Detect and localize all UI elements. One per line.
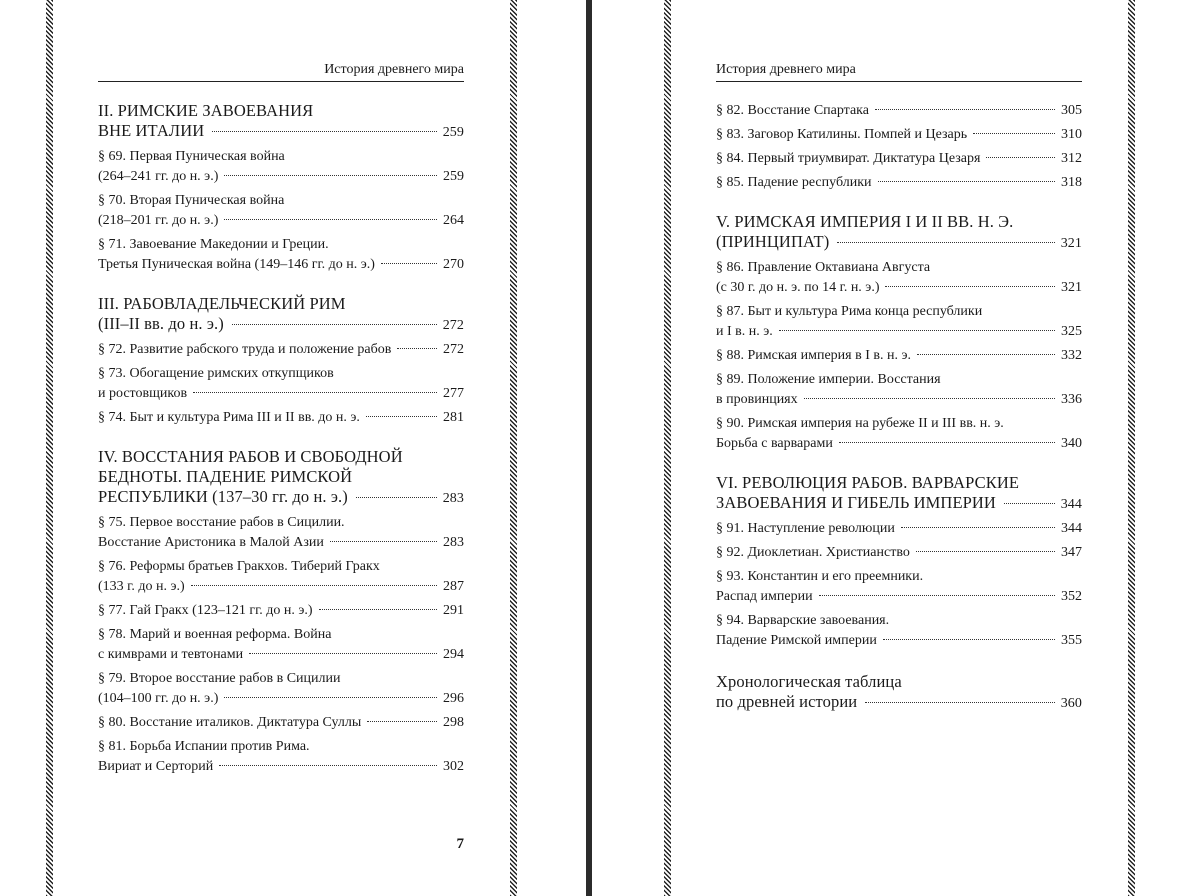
toc-line [98, 601, 464, 621]
page-edge-left [46, 0, 53, 896]
toc-section [98, 101, 464, 275]
toc-line [716, 519, 1082, 539]
toc-line [716, 543, 1082, 563]
toc-line [716, 258, 1082, 278]
toc-line [716, 212, 1082, 232]
toc-line-text: § 83. Заговор Катилины. Помпей и Цезарь [716, 127, 968, 142]
toc-line-text: § 82. Восстание Спартака [716, 103, 869, 118]
toc-page-number: 259 [443, 169, 464, 184]
dot-leader [916, 551, 1055, 552]
toc-page-number: 347 [1061, 545, 1082, 560]
toc-page-number: 302 [443, 759, 464, 774]
toc-line-text: § 88. Римская империя в I в. н. э. [716, 348, 911, 363]
toc-line [716, 587, 1082, 607]
page-number: 7 [456, 836, 464, 852]
toc-line [98, 191, 464, 211]
toc-line-text: (ПРИНЦИПАТ) [716, 232, 830, 251]
toc-page-number: 310 [1061, 127, 1082, 142]
toc-line [716, 322, 1082, 342]
dot-leader [837, 242, 1054, 243]
toc-entry [98, 713, 464, 733]
toc-entry [98, 513, 464, 553]
toc-page-number: 291 [443, 603, 464, 618]
toc-line-text: (104–100 гг. до н. э.) [98, 691, 219, 706]
toc-page-number: 259 [442, 125, 464, 140]
toc-line-text: § 80. Восстание италиков. Диктатура Суллы [98, 715, 362, 730]
toc-right [716, 101, 1082, 714]
dot-leader [839, 442, 1055, 443]
toc-entry [98, 625, 464, 665]
toc-line-text: и I в. н. э. [716, 324, 773, 339]
toc-line-text: § 87. Быт и культура Рима конца республики [716, 304, 983, 319]
toc-page-number: 294 [443, 647, 464, 662]
toc-line [716, 493, 1082, 515]
toc-page-number: 352 [1061, 589, 1082, 604]
dot-leader [224, 219, 437, 220]
toc-line-text: Вириат и Серторий [98, 759, 214, 774]
dot-leader [779, 330, 1055, 331]
toc-line [716, 434, 1082, 454]
toc-page-number: 272 [443, 342, 464, 357]
toc-entry [716, 302, 1082, 342]
toc-line-text: ЗАВОЕВАНИЯ И ГИБЕЛЬ ИМПЕРИИ [716, 493, 996, 512]
dot-leader [865, 702, 1055, 703]
toc-line [98, 314, 464, 336]
toc-entry [716, 567, 1082, 607]
toc-page-number: 325 [1061, 324, 1082, 339]
toc-line-text: § 72. Развитие рабского труда и положение рабов [98, 342, 392, 357]
toc-line-text: (III–II вв. до н. э.) [98, 314, 224, 333]
toc-line [98, 255, 464, 275]
section-heading [716, 473, 1082, 515]
toc-page-number: 264 [443, 213, 464, 228]
toc-page-number: 340 [1061, 436, 1082, 451]
toc-entry [716, 346, 1082, 366]
toc-entry [716, 101, 1082, 121]
toc-line-text: § 86. Правление Октавиана Августа [716, 260, 931, 275]
dot-leader [366, 416, 437, 417]
dot-leader [249, 653, 437, 654]
toc-line-text: Борьба с варварами [716, 436, 833, 451]
toc-line [98, 487, 464, 509]
toc-section [716, 473, 1082, 651]
toc-line-text: § 94. Варварские завоевания. [716, 613, 890, 628]
toc-line-text: § 92. Диоклетиан. Христианство [716, 545, 910, 560]
book-spine [586, 0, 592, 896]
toc-line [716, 125, 1082, 145]
dot-leader [878, 181, 1056, 182]
toc-line [98, 557, 464, 577]
toc-page-number: 336 [1061, 392, 1082, 407]
dot-leader [193, 392, 437, 393]
dot-leader [1004, 503, 1055, 504]
toc-line [98, 737, 464, 757]
toc-line-text: III. РАБОВЛАДЕЛЬЧЕСКИЙ РИМ [98, 294, 346, 313]
dot-leader [224, 697, 437, 698]
toc-line-text: (с 30 г. до н. э. по 14 г. н. э.) [716, 280, 880, 295]
section-heading [98, 294, 464, 336]
page-edge-right [1128, 0, 1135, 896]
toc-page-number: 287 [443, 579, 464, 594]
toc-line-text: с кимврами и тевтонами [98, 647, 244, 662]
toc-entry [716, 149, 1082, 169]
toc-line [98, 669, 464, 689]
dot-leader [917, 354, 1055, 355]
toc-line [716, 567, 1082, 587]
toc-line [716, 346, 1082, 366]
toc-line-text: и ростовщиков [98, 386, 188, 401]
toc-entry [98, 557, 464, 597]
toc-entry [716, 519, 1082, 539]
toc-line [98, 689, 464, 709]
toc-page-number: 272 [442, 318, 464, 333]
toc-page-number: 344 [1060, 497, 1082, 512]
page-edge-inner-left [510, 0, 517, 896]
toc-line-text: БЕДНОТЫ. ПАДЕНИЕ РИМСКОЙ [98, 467, 353, 486]
toc-line [716, 692, 1082, 714]
toc-line [98, 235, 464, 255]
toc-line-text: § 75. Первое восстание рабов в Сицилии. [98, 515, 345, 530]
toc-line [98, 147, 464, 167]
dot-leader [397, 348, 437, 349]
dot-leader [381, 263, 437, 264]
dot-leader [367, 721, 437, 722]
toc-line [98, 645, 464, 665]
toc-line-text: § 81. Борьба Испании против Рима. [98, 739, 310, 754]
toc-section [98, 447, 464, 777]
toc-page-number: 281 [443, 410, 464, 425]
dot-leader [191, 585, 437, 586]
toc-line [98, 364, 464, 384]
dot-leader [356, 497, 437, 498]
toc-line [98, 533, 464, 553]
toc-line-text: § 70. Вторая Пуническая война [98, 193, 285, 208]
toc-entry [98, 364, 464, 404]
toc-entry [98, 191, 464, 231]
toc-page-number: 298 [443, 715, 464, 730]
toc-page-number: 321 [1060, 236, 1082, 251]
dot-leader [973, 133, 1055, 134]
toc-page-number: 360 [1060, 696, 1082, 711]
dot-leader [219, 765, 437, 766]
toc-line [98, 384, 464, 404]
dot-leader [901, 527, 1055, 528]
dot-leader [804, 398, 1055, 399]
toc-line [98, 577, 464, 597]
toc-line [716, 278, 1082, 298]
section-heading [716, 672, 1082, 714]
toc-line [98, 467, 464, 487]
toc-line [716, 414, 1082, 434]
toc-entry [98, 235, 464, 275]
dot-leader [875, 109, 1055, 110]
toc-page-number: 318 [1061, 175, 1082, 190]
toc-line-text: по древней истории [716, 692, 858, 711]
toc-entry [98, 601, 464, 621]
toc-line [98, 513, 464, 533]
toc-line [98, 121, 464, 143]
toc-page-number: 344 [1061, 521, 1082, 536]
toc-line-text: (133 г. до н. э.) [98, 579, 185, 594]
section-heading [716, 212, 1082, 254]
toc-section [716, 101, 1082, 193]
toc-entry [98, 669, 464, 709]
toc-line [716, 302, 1082, 322]
toc-line [716, 631, 1082, 651]
toc-line [716, 390, 1082, 410]
toc-line [98, 211, 464, 231]
dot-leader [885, 286, 1055, 287]
toc-line-text: § 91. Наступление революции [716, 521, 895, 536]
toc-entry [98, 408, 464, 428]
left-page [98, 0, 464, 896]
running-head: История древнего мира [98, 61, 464, 82]
dot-leader [883, 639, 1055, 640]
toc-line-text: § 84. Первый триумвират. Диктатура Цезаря [716, 151, 981, 166]
toc-page-number: 296 [443, 691, 464, 706]
toc-line [98, 713, 464, 733]
toc-section [716, 212, 1082, 454]
toc-line-text: § 93. Константин и его преемники. [716, 569, 924, 584]
toc-line-text: VI. РЕВОЛЮЦИЯ РАБОВ. ВАРВАРСКИЕ [716, 473, 1020, 492]
toc-entry [716, 258, 1082, 298]
toc-line [98, 757, 464, 777]
toc-line-text: § 76. Реформы братьев Гракхов. Тиберий Гракх [98, 559, 380, 574]
toc-line-text: Восстание Аристоника в Малой Азии [98, 535, 324, 550]
section-heading [98, 101, 464, 143]
toc-line-text: в провинциях [716, 392, 798, 407]
toc-section [716, 672, 1082, 714]
toc-page-number: 270 [443, 257, 464, 272]
toc-left [98, 101, 464, 777]
toc-entry [716, 611, 1082, 651]
right-page [716, 0, 1082, 896]
toc-page-number: 277 [443, 386, 464, 401]
toc-line [716, 101, 1082, 121]
page-edge-inner-right [664, 0, 671, 896]
toc-line-text: Хронологическая таблица [716, 672, 902, 691]
toc-line-text: V. РИМСКАЯ ИМПЕРИЯ I И II ВВ. Н. Э. [716, 212, 1014, 231]
toc-line-text: § 71. Завоевание Македонии и Греции. [98, 237, 329, 252]
toc-entry [716, 543, 1082, 563]
toc-line [98, 167, 464, 187]
toc-line-text: § 73. Обогащение римских откупщиков [98, 366, 334, 381]
toc-entry [98, 147, 464, 187]
toc-line-text: Третья Пуническая война (149–146 гг. до н. э.) [98, 257, 375, 272]
toc-page-number: 355 [1061, 633, 1082, 648]
toc-line [716, 672, 1082, 692]
toc-line-text: § 89. Положение империи. Восстания [716, 372, 941, 387]
toc-line-text: Распад империи [716, 589, 813, 604]
toc-line [716, 173, 1082, 193]
toc-line [716, 473, 1082, 493]
toc-page-number: 332 [1061, 348, 1082, 363]
toc-line-text: (218–201 гг. до н. э.) [98, 213, 219, 228]
toc-line [716, 149, 1082, 169]
toc-line [98, 101, 464, 121]
toc-line-text: § 74. Быт и культура Рима III и II вв. до н. э. [98, 410, 360, 425]
toc-line-text: ВНЕ ИТАЛИИ [98, 121, 205, 140]
toc-entry [98, 737, 464, 777]
dot-leader [212, 131, 436, 132]
dot-leader [819, 595, 1055, 596]
toc-line-text: II. РИМСКИЕ ЗАВОЕВАНИЯ [98, 101, 314, 120]
toc-entry [716, 414, 1082, 454]
dot-leader [330, 541, 437, 542]
toc-page-number: 283 [442, 491, 464, 506]
dot-leader [986, 157, 1055, 158]
toc-entry [98, 340, 464, 360]
toc-line-text: § 77. Гай Гракх (123–121 гг. до н. э.) [98, 603, 313, 618]
toc-line [98, 294, 464, 314]
toc-line-text: Падение Римской империи [716, 633, 877, 648]
toc-section [98, 294, 464, 428]
toc-line [98, 625, 464, 645]
toc-entry [716, 125, 1082, 145]
toc-line [98, 447, 464, 467]
section-heading [98, 447, 464, 509]
toc-line [716, 370, 1082, 390]
running-head: История древнего мира [716, 61, 1082, 82]
dot-leader [224, 175, 437, 176]
dot-leader [232, 324, 437, 325]
toc-entry [716, 370, 1082, 410]
toc-line-text: § 90. Римская империя на рубеже II и III вв. н. э. [716, 416, 1004, 431]
toc-line-text: РЕСПУБЛИКИ (137–30 гг. до н. э.) [98, 487, 348, 506]
toc-line-text: § 79. Второе восстание рабов в Сицилии [98, 671, 341, 686]
toc-entry [716, 173, 1082, 193]
toc-page-number: 312 [1061, 151, 1082, 166]
toc-line-text: § 69. Первая Пуническая война [98, 149, 285, 164]
toc-page-number: 305 [1061, 103, 1082, 118]
toc-line [716, 232, 1082, 254]
toc-line-text: § 78. Марий и военная реформа. Война [98, 627, 332, 642]
toc-line-text: IV. ВОССТАНИЯ РАБОВ И СВОБОДНОЙ [98, 447, 403, 466]
toc-line [98, 408, 464, 428]
toc-line-text: (264–241 гг. до н. э.) [98, 169, 219, 184]
toc-line [716, 611, 1082, 631]
toc-page-number: 283 [443, 535, 464, 550]
toc-page-number: 321 [1061, 280, 1082, 295]
toc-line [98, 340, 464, 360]
toc-line-text: § 85. Падение республики [716, 175, 872, 190]
dot-leader [319, 609, 437, 610]
